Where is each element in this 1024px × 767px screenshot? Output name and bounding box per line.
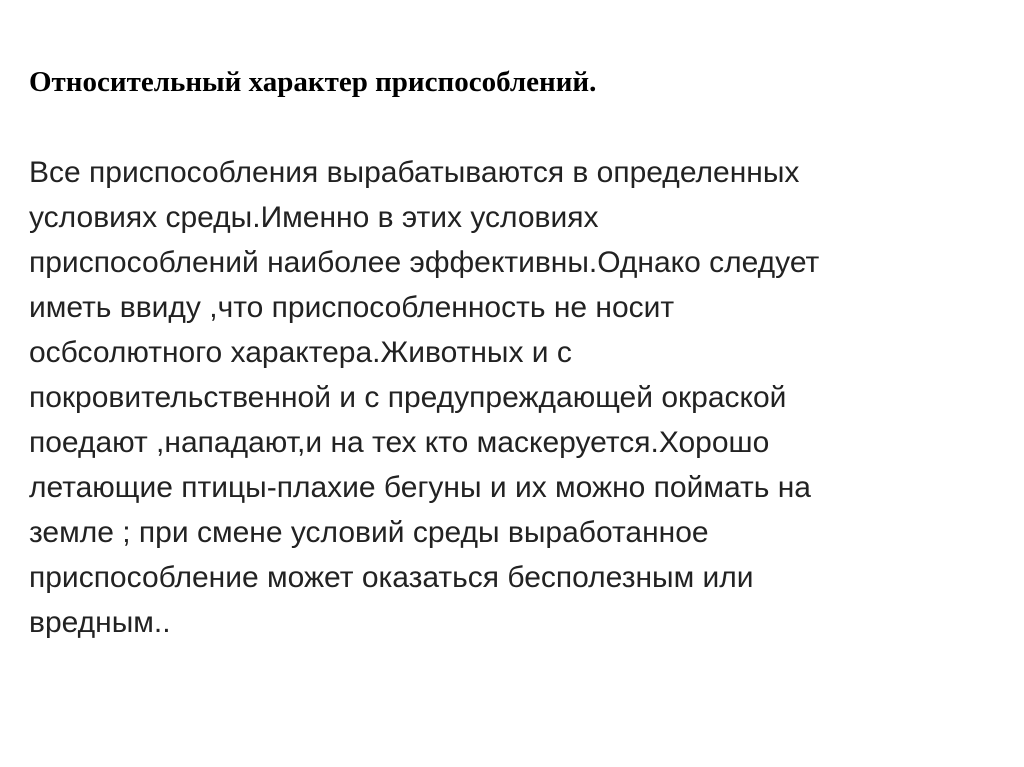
body-line: приспособление может оказаться бесполезным или — [29, 561, 754, 594]
body-line: условиях среды.Именно в этих условиях — [29, 201, 599, 234]
body-line: поедают ,нападают,и на тех кто маскеруется.Хорошо — [29, 426, 770, 459]
body-line: вредным.. — [29, 606, 171, 639]
body-line: летающие птицы-плахие бегуны и их можно поймать на — [29, 471, 811, 504]
slide-title: Относительный характер приспособлений. — [29, 66, 597, 98]
body-line: осбсолютного характера.Животных и с — [29, 336, 572, 369]
body-line: покровительственной и с предупреждающей окраской — [29, 381, 787, 414]
body-line: иметь ввиду ,что приспособленность не носит — [29, 291, 675, 324]
slide-body-text — [29, 150, 819, 645]
body-line: Все приспособления вырабатываются в определенных — [29, 156, 800, 189]
body-line: приспособлений наиболее эффективны.Однако следует — [29, 246, 820, 279]
body-line: земле ; при смене условий среды выработанное — [29, 516, 709, 549]
